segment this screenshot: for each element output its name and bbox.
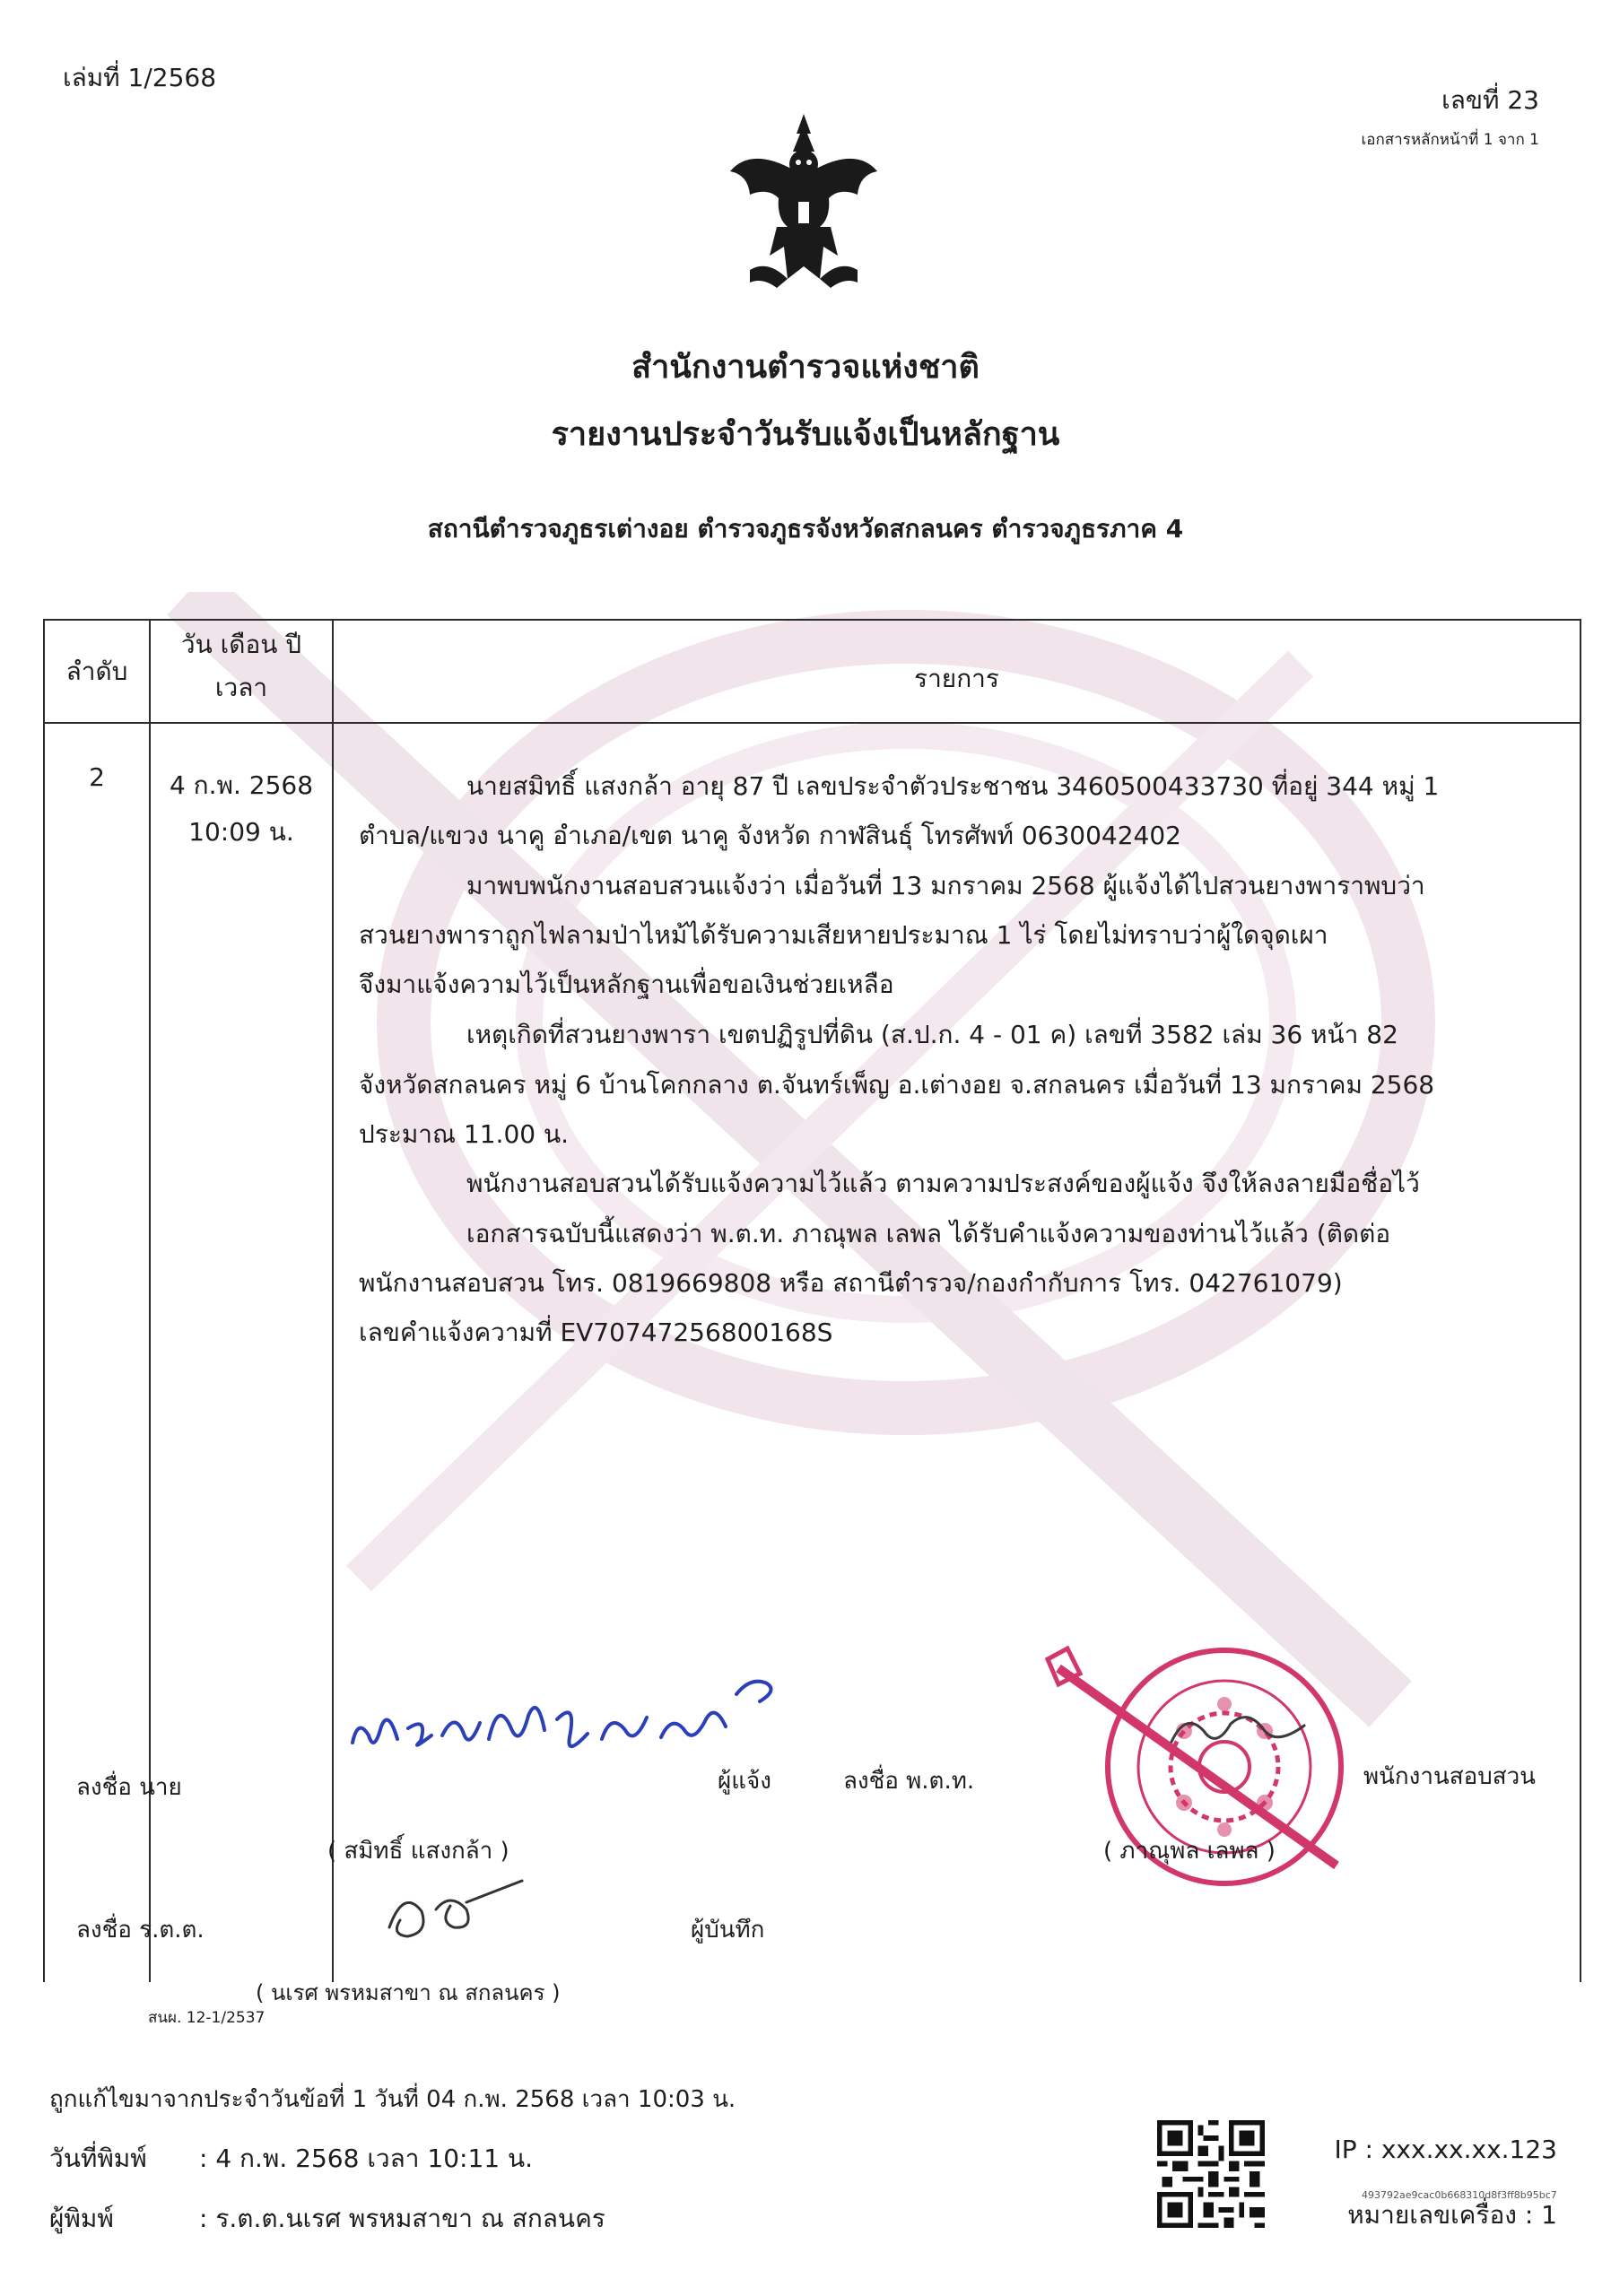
report-line: มาพบพนักงานสอบสวนแจ้งว่า เมื่อวันที่ 13 มกราคม 2568 ผู้แจ้งได้ไปสวนยางพาราพบว่า	[466, 871, 1425, 900]
report-line: จังหวัดสกลนคร หมู่ 6 บ้านโคกกลาง ต.จันทร์เพ็ญ อ.เต่างอย จ.สกลนคร เมื่อวันที่ 13 มกราคม 2568	[359, 1070, 1435, 1100]
row-date	[151, 762, 332, 856]
row-date-value: 4 ก.พ. 2568	[169, 770, 314, 800]
officer-name: ( ภาณุพล เลพล )	[1103, 1838, 1276, 1865]
report-line: เหตุเกิดที่สวนยางพารา เขตปฏิรูปที่ดิน (ส.ป.ก. 4 - 01 ค) เลขที่ 3582 เล่ม 36 หน้า 82	[466, 1020, 1398, 1049]
report-line: จึงมาแจ้งความไว้เป็นหลักฐานเพื่อขอเงินช่วยเหลือ	[359, 970, 894, 999]
report-line: สวนยางพาราถูกไฟลามป่าไหม้ได้รับความเสียหายประมาณ 1 ไร่ โดยไม่ทราบว่าผู้ใดจุดเผา	[359, 920, 1328, 950]
sign-label-recorder: ลงชื่อ ร.ต.ต.	[76, 1917, 205, 1944]
informant-role: ผู้แจ้ง	[718, 1768, 771, 1795]
report-line: พนักงานสอบสวน โทร. 0819669808 หรือ สถานีตำรวจ/กองกำกับการ โทร. 042761079)	[359, 1268, 1343, 1298]
report-line: ตำบล/แขวง นาคู อำเภอ/เขต นาคู จังหวัด กาฬสินธุ์ โทรศัพท์ 0630042402	[359, 821, 1181, 850]
officer-signature	[1166, 1704, 1310, 1758]
header-item: รายการ	[914, 664, 999, 693]
garuda-emblem-icon	[723, 112, 884, 296]
report-line: นายสมิทธิ์ แสงกล้า อายุ 87 ปี เลขประจำตัวประชาชน 3460500433730 ที่อยู่ 344 หมู่ 1	[466, 771, 1440, 801]
report-title: รายงานประจำวันรับแจ้งเป็นหลักฐาน	[551, 416, 1060, 453]
recorder-name: ( นเรศ พรหมสาขา ณ สกลนคร )	[256, 1980, 561, 2005]
header-divider	[43, 722, 1581, 724]
officer-role: พนักงานสอบสวน	[1363, 1763, 1536, 1790]
correction-note: ถูกแก้ไขมาจากประจำวันข้อที่ 1 วันที่ 04 ก.พ. 2568 เวลา 10:03 น.	[49, 2086, 736, 2113]
recorder-signature	[377, 1870, 529, 1955]
sign-label-officer: ลงชื่อ พ.ต.ท.	[843, 1768, 975, 1795]
document-hash: 493792ae9cac0b668310d8f3ff8b95bc7	[1362, 2189, 1557, 2201]
informant-name: ( สมิทธิ์ แสงกล้า )	[327, 1838, 509, 1865]
page-count: เอกสารหลักหน้าที่ 1 จาก 1	[1361, 131, 1539, 149]
print-date-value: : 4 ก.พ. 2568 เวลา 10:11 น.	[199, 2144, 534, 2173]
document-number: เลขที่ 23	[1441, 85, 1539, 115]
printer-label: ผู้พิมพ์	[49, 2204, 114, 2233]
report-line: พนักงานสอบสวนได้รับแจ้งความไว้แล้ว ตามความประสงค์ของผู้แจ้ง จึงให้ลงลายมือชื่อไว้	[466, 1169, 1420, 1198]
header-date-line2: เวลา	[214, 673, 268, 702]
ip-address: IP : xxx.xx.xx.123	[1334, 2135, 1557, 2164]
header-date	[151, 623, 332, 709]
sign-label-informant: ลงชื่อ นาย	[76, 1774, 182, 1801]
machine-number: หมายเลขเครื่อง : 1	[1347, 2200, 1557, 2230]
book-number: เล่มที่ 1/2568	[63, 63, 217, 92]
print-date-label: วันที่พิมพ์	[49, 2144, 147, 2173]
organization-title: สำนักงานตำรวจแห่งชาติ	[631, 349, 980, 386]
station-title: สถานีตำรวจภูธรเต่างอย ตำรวจภูธรจังหวัดสกลนคร ตำรวจภูธรภาค 4	[427, 514, 1184, 544]
report-line: เลขคำแจ้งความที่ EV70747256800168S	[359, 1318, 833, 1347]
row-number: 2	[89, 762, 105, 792]
recorder-role: ผู้บันทึก	[691, 1917, 765, 1944]
qr-code-icon	[1157, 2120, 1265, 2228]
form-code: สนผ. 12-1/2537	[148, 2009, 266, 2027]
column-divider	[332, 619, 334, 1982]
printer-value: : ร.ต.ต.นเรศ พรหมสาขา ณ สกลนคร	[199, 2204, 605, 2233]
row-time-value: 10:09 น.	[188, 817, 294, 847]
header-date-line1: วัน เดือน ปี	[180, 630, 302, 659]
header-no: ลำดับ	[65, 657, 128, 686]
report-line: เอกสารฉบับนี้แสดงว่า พ.ต.ท. ภาณุพล เลพล ได้รับคำแจ้งความของท่านไว้แล้ว (ติดต่อ	[466, 1219, 1391, 1248]
report-line: ประมาณ 11.00 น.	[359, 1119, 570, 1149]
